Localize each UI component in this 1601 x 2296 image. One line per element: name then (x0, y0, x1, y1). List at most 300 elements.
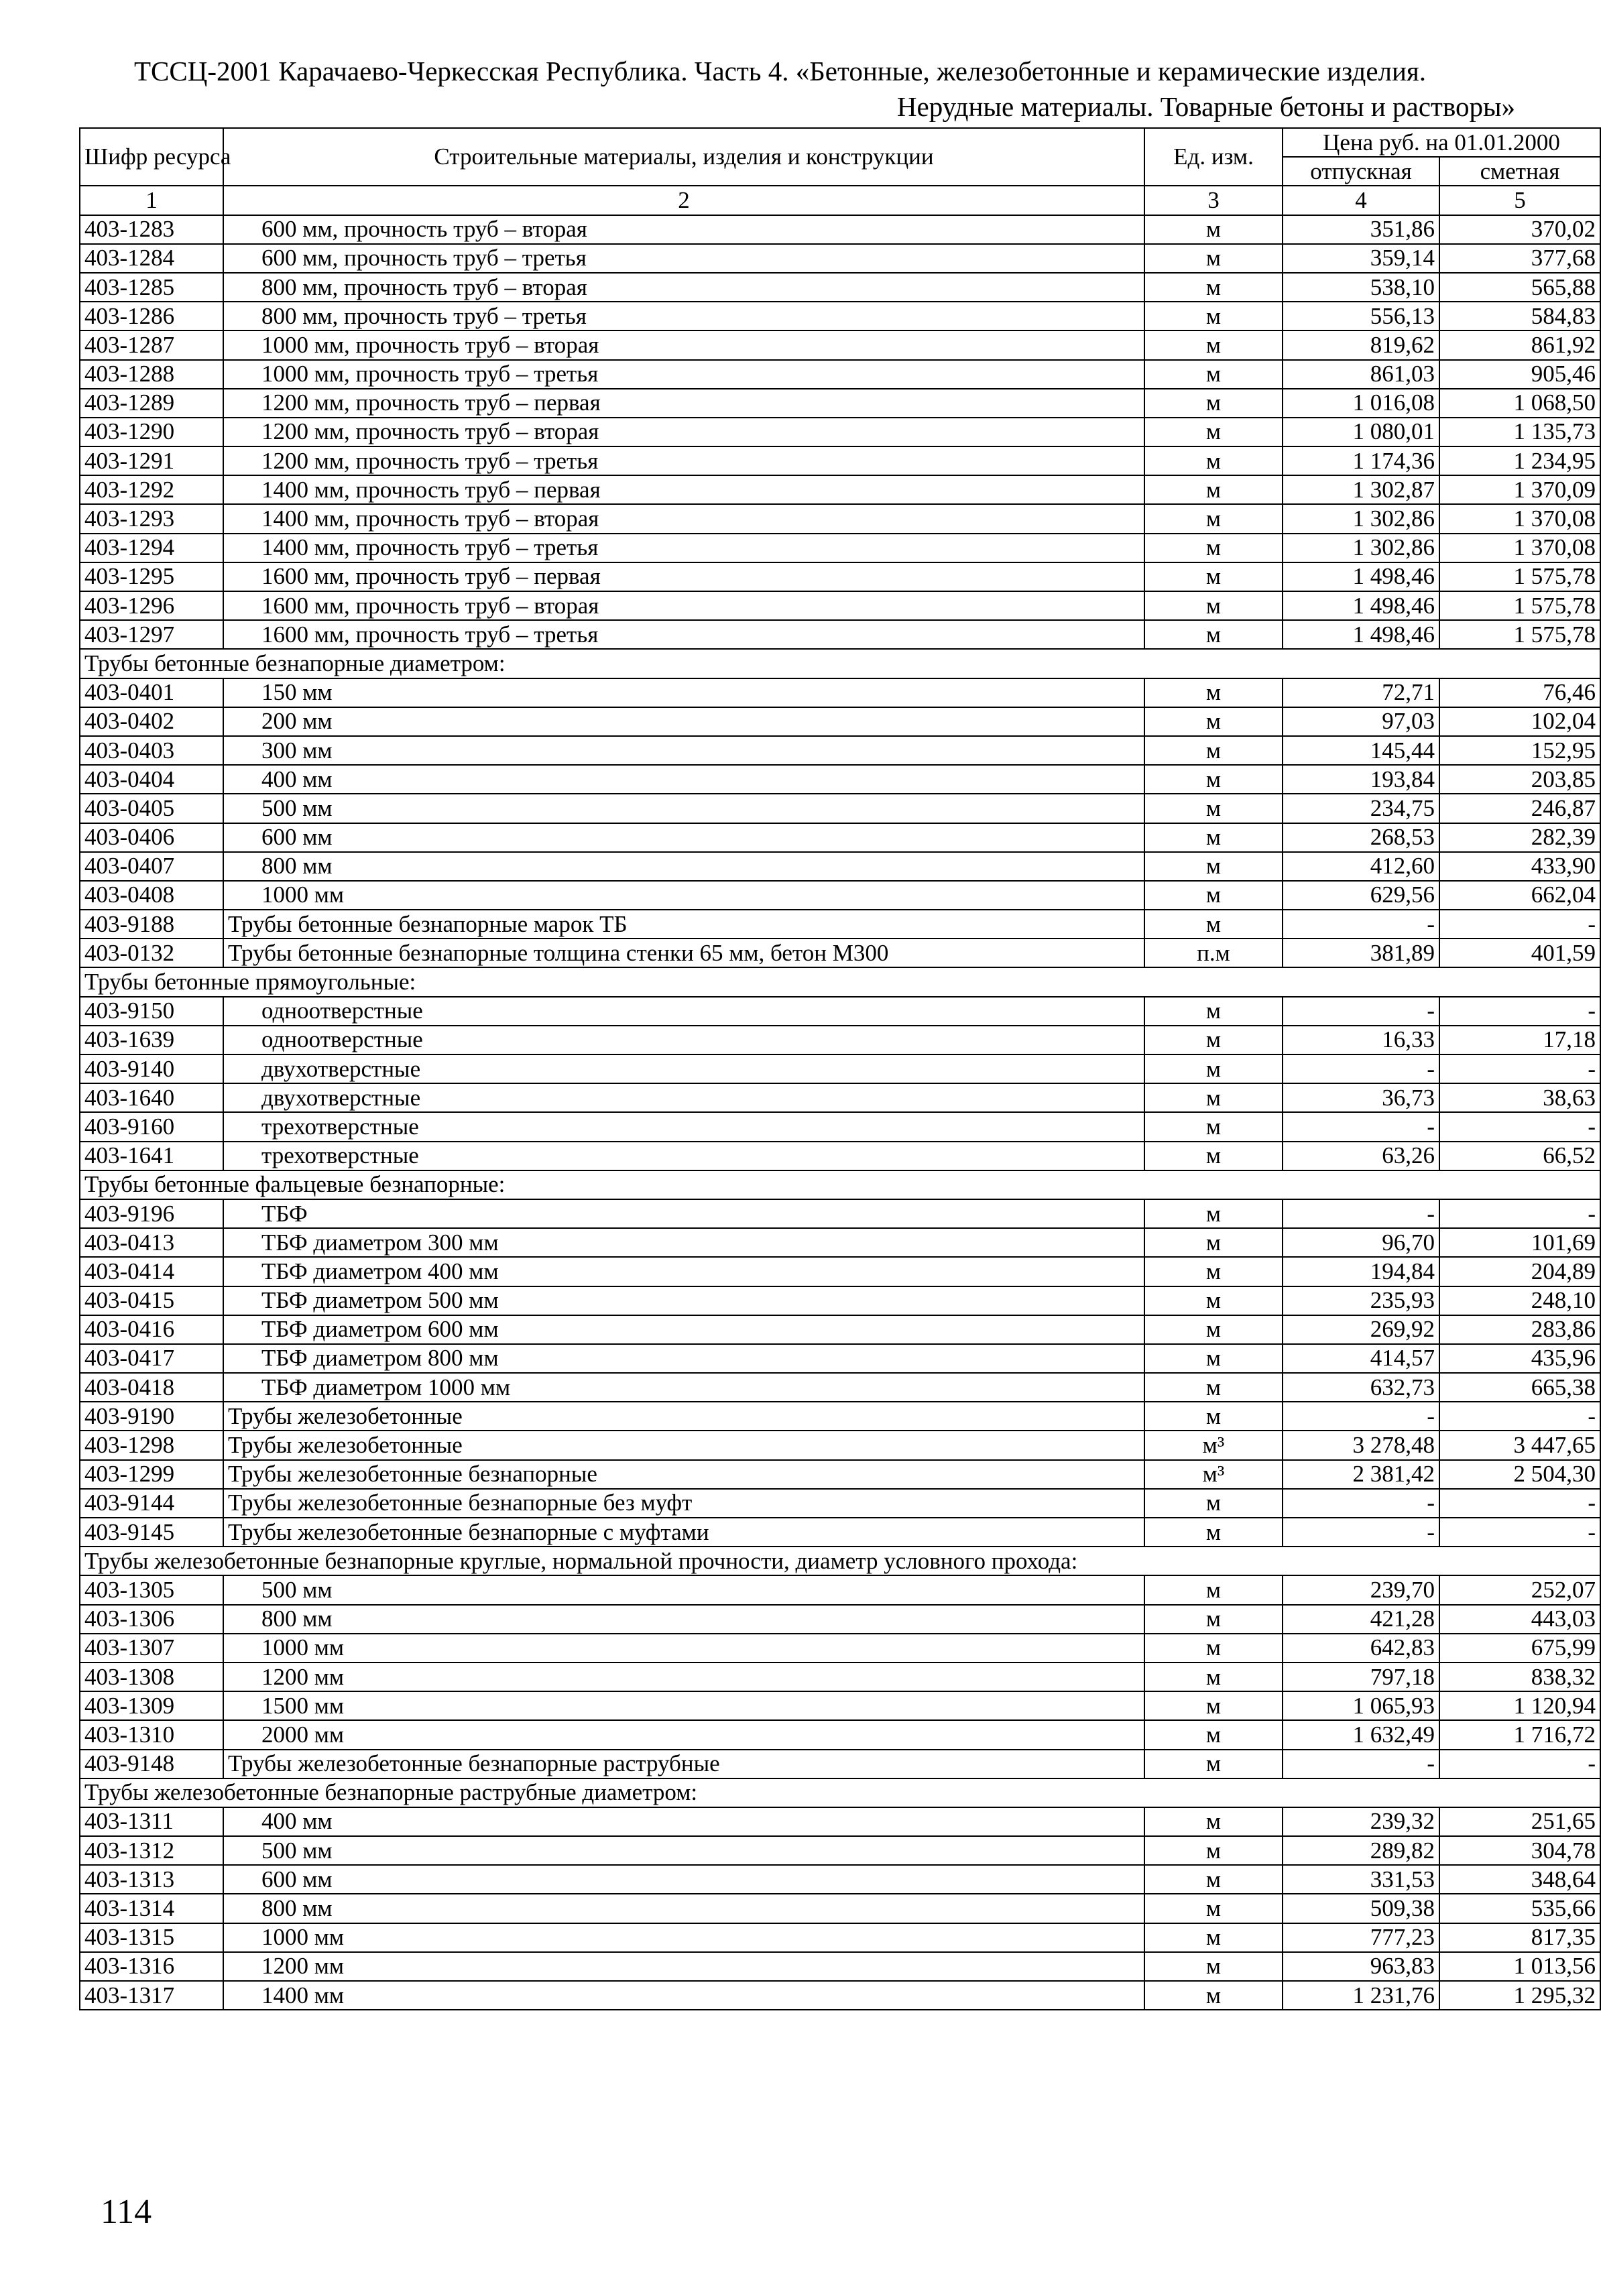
release-price: - (1283, 1750, 1439, 1778)
release-price: 1 632,49 (1283, 1720, 1439, 1749)
resource-code: 403-1310 (80, 1720, 223, 1749)
unit-of-measure: м (1144, 1489, 1283, 1518)
resource-code: 403-1293 (80, 504, 223, 533)
release-price: 234,75 (1283, 794, 1439, 823)
release-price: 414,57 (1283, 1344, 1439, 1373)
resource-code: 403-9148 (80, 1750, 223, 1778)
material-name: 1400 мм, прочность труб – вторая (223, 504, 1144, 533)
table-row (80, 302, 1600, 330)
unit-of-measure: м (1144, 273, 1283, 302)
unit-of-measure: м (1144, 620, 1283, 649)
section-title: Трубы бетонные фальцевые безнапорные: (80, 1170, 1600, 1199)
resource-code: 403-0132 (80, 939, 223, 967)
table-row (80, 910, 1600, 939)
unit-of-measure: м (1144, 389, 1283, 418)
resource-code: 403-1291 (80, 446, 223, 475)
resource-code: 403-9190 (80, 1402, 223, 1431)
resource-code: 403-0415 (80, 1286, 223, 1315)
estimate-price: 435,96 (1439, 1344, 1600, 1373)
resource-code: 403-9140 (80, 1054, 223, 1083)
material-name: Трубы железобетонные безнапорные раструбные (223, 1750, 1144, 1778)
resource-code: 403-1283 (80, 215, 223, 244)
estimate-price: 251,65 (1439, 1807, 1600, 1836)
material-name: ТБФ диаметром 300 мм (223, 1228, 1144, 1257)
table-row (80, 360, 1600, 389)
table-row (80, 1634, 1600, 1663)
unit-of-measure: м (1144, 1257, 1283, 1286)
unit-of-measure: м (1144, 504, 1283, 533)
estimate-price: - (1439, 1199, 1600, 1228)
unit-of-measure: м (1144, 1865, 1283, 1894)
release-price: 1 065,93 (1283, 1691, 1439, 1720)
unit-of-measure: м (1144, 1199, 1283, 1228)
table-row (80, 475, 1600, 504)
resource-code: 403-1296 (80, 591, 223, 620)
column-number: 4 (1283, 186, 1439, 215)
material-name: 800 мм, прочность труб – третья (223, 302, 1144, 330)
unit-of-measure: м (1144, 997, 1283, 1026)
header-price: Цена руб. на 01.01.2000 (1283, 128, 1600, 157)
section-title: Трубы железобетонные безнапорные раструбные диаметром: (80, 1778, 1600, 1807)
estimate-price: 66,52 (1439, 1142, 1600, 1170)
unit-of-measure: м (1144, 1750, 1283, 1778)
table-row (80, 794, 1600, 823)
unit-of-measure: м (1144, 1605, 1283, 1634)
material-name: ТБФ диаметром 500 мм (223, 1286, 1144, 1315)
unit-of-measure: м (1144, 244, 1283, 273)
release-price: 509,38 (1283, 1894, 1439, 1923)
table-row (80, 1663, 1600, 1691)
material-name: 600 мм (223, 823, 1144, 852)
estimate-price: 675,99 (1439, 1634, 1600, 1663)
section-title: Трубы бетонные безнапорные диаметром: (80, 649, 1600, 678)
release-price: 97,03 (1283, 707, 1439, 736)
estimate-price: 1 370,09 (1439, 475, 1600, 504)
unit-of-measure: м (1144, 1402, 1283, 1431)
estimate-price: 1 716,72 (1439, 1720, 1600, 1749)
table-row (80, 1257, 1600, 1286)
resource-code: 403-1305 (80, 1575, 223, 1604)
release-price: 1 080,01 (1283, 418, 1439, 446)
resource-code: 403-1640 (80, 1083, 223, 1112)
release-price: 239,70 (1283, 1575, 1439, 1604)
table-row (80, 881, 1600, 910)
table-row (80, 1865, 1600, 1894)
table-row (80, 620, 1600, 649)
estimate-price: 838,32 (1439, 1663, 1600, 1691)
material-name: 800 мм (223, 1894, 1144, 1923)
section-row (80, 967, 1600, 996)
material-name: 1600 мм, прочность труб – третья (223, 620, 1144, 649)
release-price: 331,53 (1283, 1865, 1439, 1894)
resource-code: 403-1290 (80, 418, 223, 446)
release-price: 72,71 (1283, 678, 1439, 707)
unit-of-measure: м³ (1144, 1460, 1283, 1489)
resource-code: 403-1288 (80, 360, 223, 389)
resource-code: 403-1308 (80, 1663, 223, 1691)
release-price: 351,86 (1283, 215, 1439, 244)
section-row (80, 1547, 1600, 1575)
estimate-price: 1 013,56 (1439, 1952, 1600, 1981)
resource-code: 403-0417 (80, 1344, 223, 1373)
release-price: 1 498,46 (1283, 562, 1439, 591)
unit-of-measure: м (1144, 1691, 1283, 1720)
table-row (80, 823, 1600, 852)
table-row (80, 1894, 1600, 1923)
unit-of-measure: м (1144, 1720, 1283, 1749)
resource-code: 403-1315 (80, 1923, 223, 1952)
table-row (80, 1489, 1600, 1518)
material-name: 1600 мм, прочность труб – первая (223, 562, 1144, 591)
unit-of-measure: м (1144, 215, 1283, 244)
estimate-price: 204,89 (1439, 1257, 1600, 1286)
table-row (80, 1344, 1600, 1373)
unit-of-measure: м (1144, 1083, 1283, 1112)
estimate-price: 3 447,65 (1439, 1431, 1600, 1459)
release-price: - (1283, 1489, 1439, 1518)
table-row (80, 330, 1600, 359)
table-row (80, 244, 1600, 273)
resource-code: 403-1294 (80, 534, 223, 562)
estimate-price: - (1439, 1054, 1600, 1083)
unit-of-measure: м³ (1144, 1431, 1283, 1459)
resource-code: 403-1641 (80, 1142, 223, 1170)
unit-of-measure: м (1144, 1344, 1283, 1373)
release-price: - (1283, 910, 1439, 939)
unit-of-measure: м (1144, 852, 1283, 881)
unit-of-measure: м (1144, 1315, 1283, 1344)
estimate-price: 817,35 (1439, 1923, 1600, 1952)
estimate-price: 1 575,78 (1439, 620, 1600, 649)
estimate-price: 535,66 (1439, 1894, 1600, 1923)
table-row (80, 1199, 1600, 1228)
table-row (80, 765, 1600, 794)
unit-of-measure: м (1144, 1952, 1283, 1981)
estimate-price: 1 370,08 (1439, 534, 1600, 562)
unit-of-measure: м (1144, 765, 1283, 794)
unit-of-measure: м (1144, 1634, 1283, 1663)
resource-code: 403-1299 (80, 1460, 223, 1489)
estimate-price: 1 295,32 (1439, 1981, 1600, 2010)
unit-of-measure: м (1144, 1981, 1283, 2010)
table-row (80, 1720, 1600, 1749)
unit-of-measure: м (1144, 1142, 1283, 1170)
release-price: 412,60 (1283, 852, 1439, 881)
unit-of-measure: м (1144, 418, 1283, 446)
table-row (80, 997, 1600, 1026)
release-price: 96,70 (1283, 1228, 1439, 1257)
resource-code: 403-0413 (80, 1228, 223, 1257)
material-name: 2000 мм (223, 1720, 1144, 1749)
release-price: 1 016,08 (1283, 389, 1439, 418)
table-row (80, 1605, 1600, 1634)
table-row (80, 736, 1600, 765)
release-price: 861,03 (1283, 360, 1439, 389)
release-price: 1 302,86 (1283, 504, 1439, 533)
unit-of-measure: м (1144, 1373, 1283, 1402)
unit-of-measure: м (1144, 823, 1283, 852)
column-number: 1 (80, 186, 223, 215)
resource-code: 403-1313 (80, 1865, 223, 1894)
material-name: 1000 мм, прочность труб – третья (223, 360, 1144, 389)
resource-code: 403-1295 (80, 562, 223, 591)
material-name: 500 мм (223, 794, 1144, 823)
estimate-price: 348,64 (1439, 1865, 1600, 1894)
unit-of-measure: м (1144, 881, 1283, 910)
release-price: 193,84 (1283, 765, 1439, 794)
estimate-price: 76,46 (1439, 678, 1600, 707)
resource-code: 403-0401 (80, 678, 223, 707)
unit-of-measure: м (1144, 1663, 1283, 1691)
section-title: Трубы железобетонные безнапорные круглые, нормальной прочности, диаметр условного прохода: (80, 1547, 1600, 1575)
document-header (74, 54, 1515, 125)
release-price: 16,33 (1283, 1026, 1439, 1054)
table-row (80, 678, 1600, 707)
release-price: 3 278,48 (1283, 1431, 1439, 1459)
unit-of-measure: м (1144, 475, 1283, 504)
table-row (80, 1952, 1600, 1981)
material-name: Трубы железобетонные безнапорные без муфт (223, 1489, 1144, 1518)
estimate-price: 102,04 (1439, 707, 1600, 736)
resource-code: 403-1306 (80, 1605, 223, 1634)
estimate-price: 565,88 (1439, 273, 1600, 302)
estimate-price: 283,86 (1439, 1315, 1600, 1344)
release-price: - (1283, 1199, 1439, 1228)
column-number-row (80, 186, 1600, 215)
estimate-price: 401,59 (1439, 939, 1600, 967)
release-price: - (1283, 1518, 1439, 1547)
table-row (80, 273, 1600, 302)
unit-of-measure: м (1144, 1286, 1283, 1315)
unit-of-measure: м (1144, 534, 1283, 562)
release-price: 1 231,76 (1283, 1981, 1439, 2010)
estimate-price: 252,07 (1439, 1575, 1600, 1604)
material-name: Трубы бетонные безнапорные толщина стенки 65 мм, бетон М300 (223, 939, 1144, 967)
estimate-price: 2 504,30 (1439, 1460, 1600, 1489)
material-name: 1400 мм (223, 1981, 1144, 2010)
table-row (80, 1054, 1600, 1083)
price-table (79, 127, 1601, 2010)
material-name: одноотверстные (223, 997, 1144, 1026)
header-name: Строительные материалы, изделия и конструкции (223, 128, 1144, 186)
resource-code: 403-9196 (80, 1199, 223, 1228)
unit-of-measure: м (1144, 1836, 1283, 1865)
material-name: ТБФ диаметром 400 мм (223, 1257, 1144, 1286)
unit-of-measure: м (1144, 591, 1283, 620)
unit-of-measure: м (1144, 562, 1283, 591)
release-price: 235,93 (1283, 1286, 1439, 1315)
resource-code: 403-1286 (80, 302, 223, 330)
release-price: - (1283, 1112, 1439, 1141)
table-row (80, 1750, 1600, 1778)
estimate-price: 1 575,78 (1439, 562, 1600, 591)
material-name: 1500 мм (223, 1691, 1144, 1720)
resource-code: 403-1287 (80, 330, 223, 359)
table-row (80, 1518, 1600, 1547)
material-name: 1000 мм (223, 881, 1144, 910)
estimate-price: 665,38 (1439, 1373, 1600, 1402)
resource-code: 403-1317 (80, 1981, 223, 2010)
unit-of-measure: м (1144, 1112, 1283, 1141)
release-price: 777,23 (1283, 1923, 1439, 1952)
resource-code: 403-0416 (80, 1315, 223, 1344)
estimate-price: - (1439, 997, 1600, 1026)
table-row (80, 418, 1600, 446)
resource-code: 403-1284 (80, 244, 223, 273)
release-price: 819,62 (1283, 330, 1439, 359)
resource-code: 403-1314 (80, 1894, 223, 1923)
estimate-price: 38,63 (1439, 1083, 1600, 1112)
unit-of-measure: м (1144, 910, 1283, 939)
release-price: 1 498,46 (1283, 620, 1439, 649)
release-price: - (1283, 1402, 1439, 1431)
estimate-price: 370,02 (1439, 215, 1600, 244)
table-body (80, 215, 1600, 2010)
material-name: 1000 мм (223, 1634, 1144, 1663)
unit-of-measure: м (1144, 1228, 1283, 1257)
material-name: Трубы железобетонные безнапорные (223, 1460, 1144, 1489)
table-row (80, 1083, 1600, 1112)
estimate-price: 377,68 (1439, 244, 1600, 273)
unit-of-measure: м (1144, 330, 1283, 359)
release-price: 1 302,87 (1283, 475, 1439, 504)
resource-code: 403-1316 (80, 1952, 223, 1981)
resource-code: 403-0406 (80, 823, 223, 852)
section-row (80, 1170, 1600, 1199)
material-name: 200 мм (223, 707, 1144, 736)
material-name: двухотверстные (223, 1083, 1144, 1112)
column-number: 2 (223, 186, 1144, 215)
resource-code: 403-1312 (80, 1836, 223, 1865)
resource-code: 403-1639 (80, 1026, 223, 1054)
table-row (80, 446, 1600, 475)
release-price: 538,10 (1283, 273, 1439, 302)
table-row (80, 1836, 1600, 1865)
release-price: 268,53 (1283, 823, 1439, 852)
resource-code: 403-1297 (80, 620, 223, 649)
estimate-price: 1 370,08 (1439, 504, 1600, 533)
release-price: 642,83 (1283, 1634, 1439, 1663)
material-name: ТБФ диаметром 1000 мм (223, 1373, 1144, 1402)
table-row (80, 1026, 1600, 1054)
section-row (80, 649, 1600, 678)
unit-of-measure: м (1144, 1807, 1283, 1836)
unit-of-measure: м (1144, 678, 1283, 707)
estimate-price: 17,18 (1439, 1026, 1600, 1054)
release-price: 1 302,86 (1283, 534, 1439, 562)
release-price: 629,56 (1283, 881, 1439, 910)
table-row (80, 504, 1600, 533)
resource-code: 403-0418 (80, 1373, 223, 1402)
material-name: одноотверстные (223, 1026, 1144, 1054)
table-row (80, 1460, 1600, 1489)
table-row (80, 389, 1600, 418)
estimate-price: 662,04 (1439, 881, 1600, 910)
table-row (80, 852, 1600, 881)
table-row (80, 1923, 1600, 1952)
material-name: ТБФ диаметром 800 мм (223, 1344, 1144, 1373)
estimate-price: 248,10 (1439, 1286, 1600, 1315)
table-row (80, 1575, 1600, 1604)
release-price: - (1283, 997, 1439, 1026)
table-row (80, 1112, 1600, 1141)
estimate-price: 433,90 (1439, 852, 1600, 881)
release-price: 632,73 (1283, 1373, 1439, 1402)
resource-code: 403-1298 (80, 1431, 223, 1459)
material-name: 300 мм (223, 736, 1144, 765)
material-name: 500 мм (223, 1836, 1144, 1865)
estimate-price: - (1439, 1402, 1600, 1431)
material-name: 1200 мм, прочность труб – третья (223, 446, 1144, 475)
unit-of-measure: м (1144, 1518, 1283, 1547)
resource-code: 403-9150 (80, 997, 223, 1026)
material-name: 1200 мм (223, 1663, 1144, 1691)
estimate-price: 584,83 (1439, 302, 1600, 330)
material-name: 1600 мм, прочность труб – вторая (223, 591, 1144, 620)
column-number: 5 (1439, 186, 1600, 215)
header-estimate-price: сметная (1439, 157, 1600, 186)
unit-of-measure: м (1144, 1923, 1283, 1952)
estimate-price: 304,78 (1439, 1836, 1600, 1865)
unit-of-measure: м (1144, 1054, 1283, 1083)
release-price: 359,14 (1283, 244, 1439, 273)
material-name: 1200 мм, прочность труб – вторая (223, 418, 1144, 446)
unit-of-measure: м (1144, 1026, 1283, 1054)
header-unit: Ед. изм. (1144, 128, 1283, 186)
table-row (80, 939, 1600, 967)
resource-code: 403-9144 (80, 1489, 223, 1518)
material-name: 600 мм, прочность труб – третья (223, 244, 1144, 273)
release-price: 194,84 (1283, 1257, 1439, 1286)
release-price: 381,89 (1283, 939, 1439, 967)
estimate-price: 282,39 (1439, 823, 1600, 852)
table-row (80, 1286, 1600, 1315)
material-name: 1000 мм, прочность труб – вторая (223, 330, 1144, 359)
material-name: 800 мм (223, 1605, 1144, 1634)
resource-code: 403-0407 (80, 852, 223, 881)
material-name: 600 мм (223, 1865, 1144, 1894)
table-row (80, 562, 1600, 591)
resource-code: 403-9145 (80, 1518, 223, 1547)
resource-code: 403-1285 (80, 273, 223, 302)
table-row (80, 591, 1600, 620)
resource-code: 403-1307 (80, 1634, 223, 1663)
material-name: Трубы железобетонные (223, 1402, 1144, 1431)
material-name: трехотверстные (223, 1142, 1144, 1170)
resource-code: 403-0414 (80, 1257, 223, 1286)
estimate-price: 1 234,95 (1439, 446, 1600, 475)
resource-code: 403-0403 (80, 736, 223, 765)
release-price: 1 498,46 (1283, 591, 1439, 620)
header-release-price: отпускная (1283, 157, 1439, 186)
table-row (80, 1228, 1600, 1257)
estimate-price: 152,95 (1439, 736, 1600, 765)
unit-of-measure: м (1144, 360, 1283, 389)
estimate-price: 1 068,50 (1439, 389, 1600, 418)
release-price: 289,82 (1283, 1836, 1439, 1865)
table-row (80, 707, 1600, 736)
material-name: 1200 мм (223, 1952, 1144, 1981)
table-row (80, 1373, 1600, 1402)
unit-of-measure: м (1144, 302, 1283, 330)
material-name: двухотверстные (223, 1054, 1144, 1083)
resource-code: 403-0402 (80, 707, 223, 736)
header-line-1: ТССЦ-2001 Карачаево-Черкесская Республика. Часть 4. «Бетонные, железобетонные и керамические изделия. (134, 56, 1427, 86)
estimate-price: 861,92 (1439, 330, 1600, 359)
unit-of-measure: м (1144, 1894, 1283, 1923)
estimate-price: - (1439, 1112, 1600, 1141)
unit-of-measure: м (1144, 1575, 1283, 1604)
